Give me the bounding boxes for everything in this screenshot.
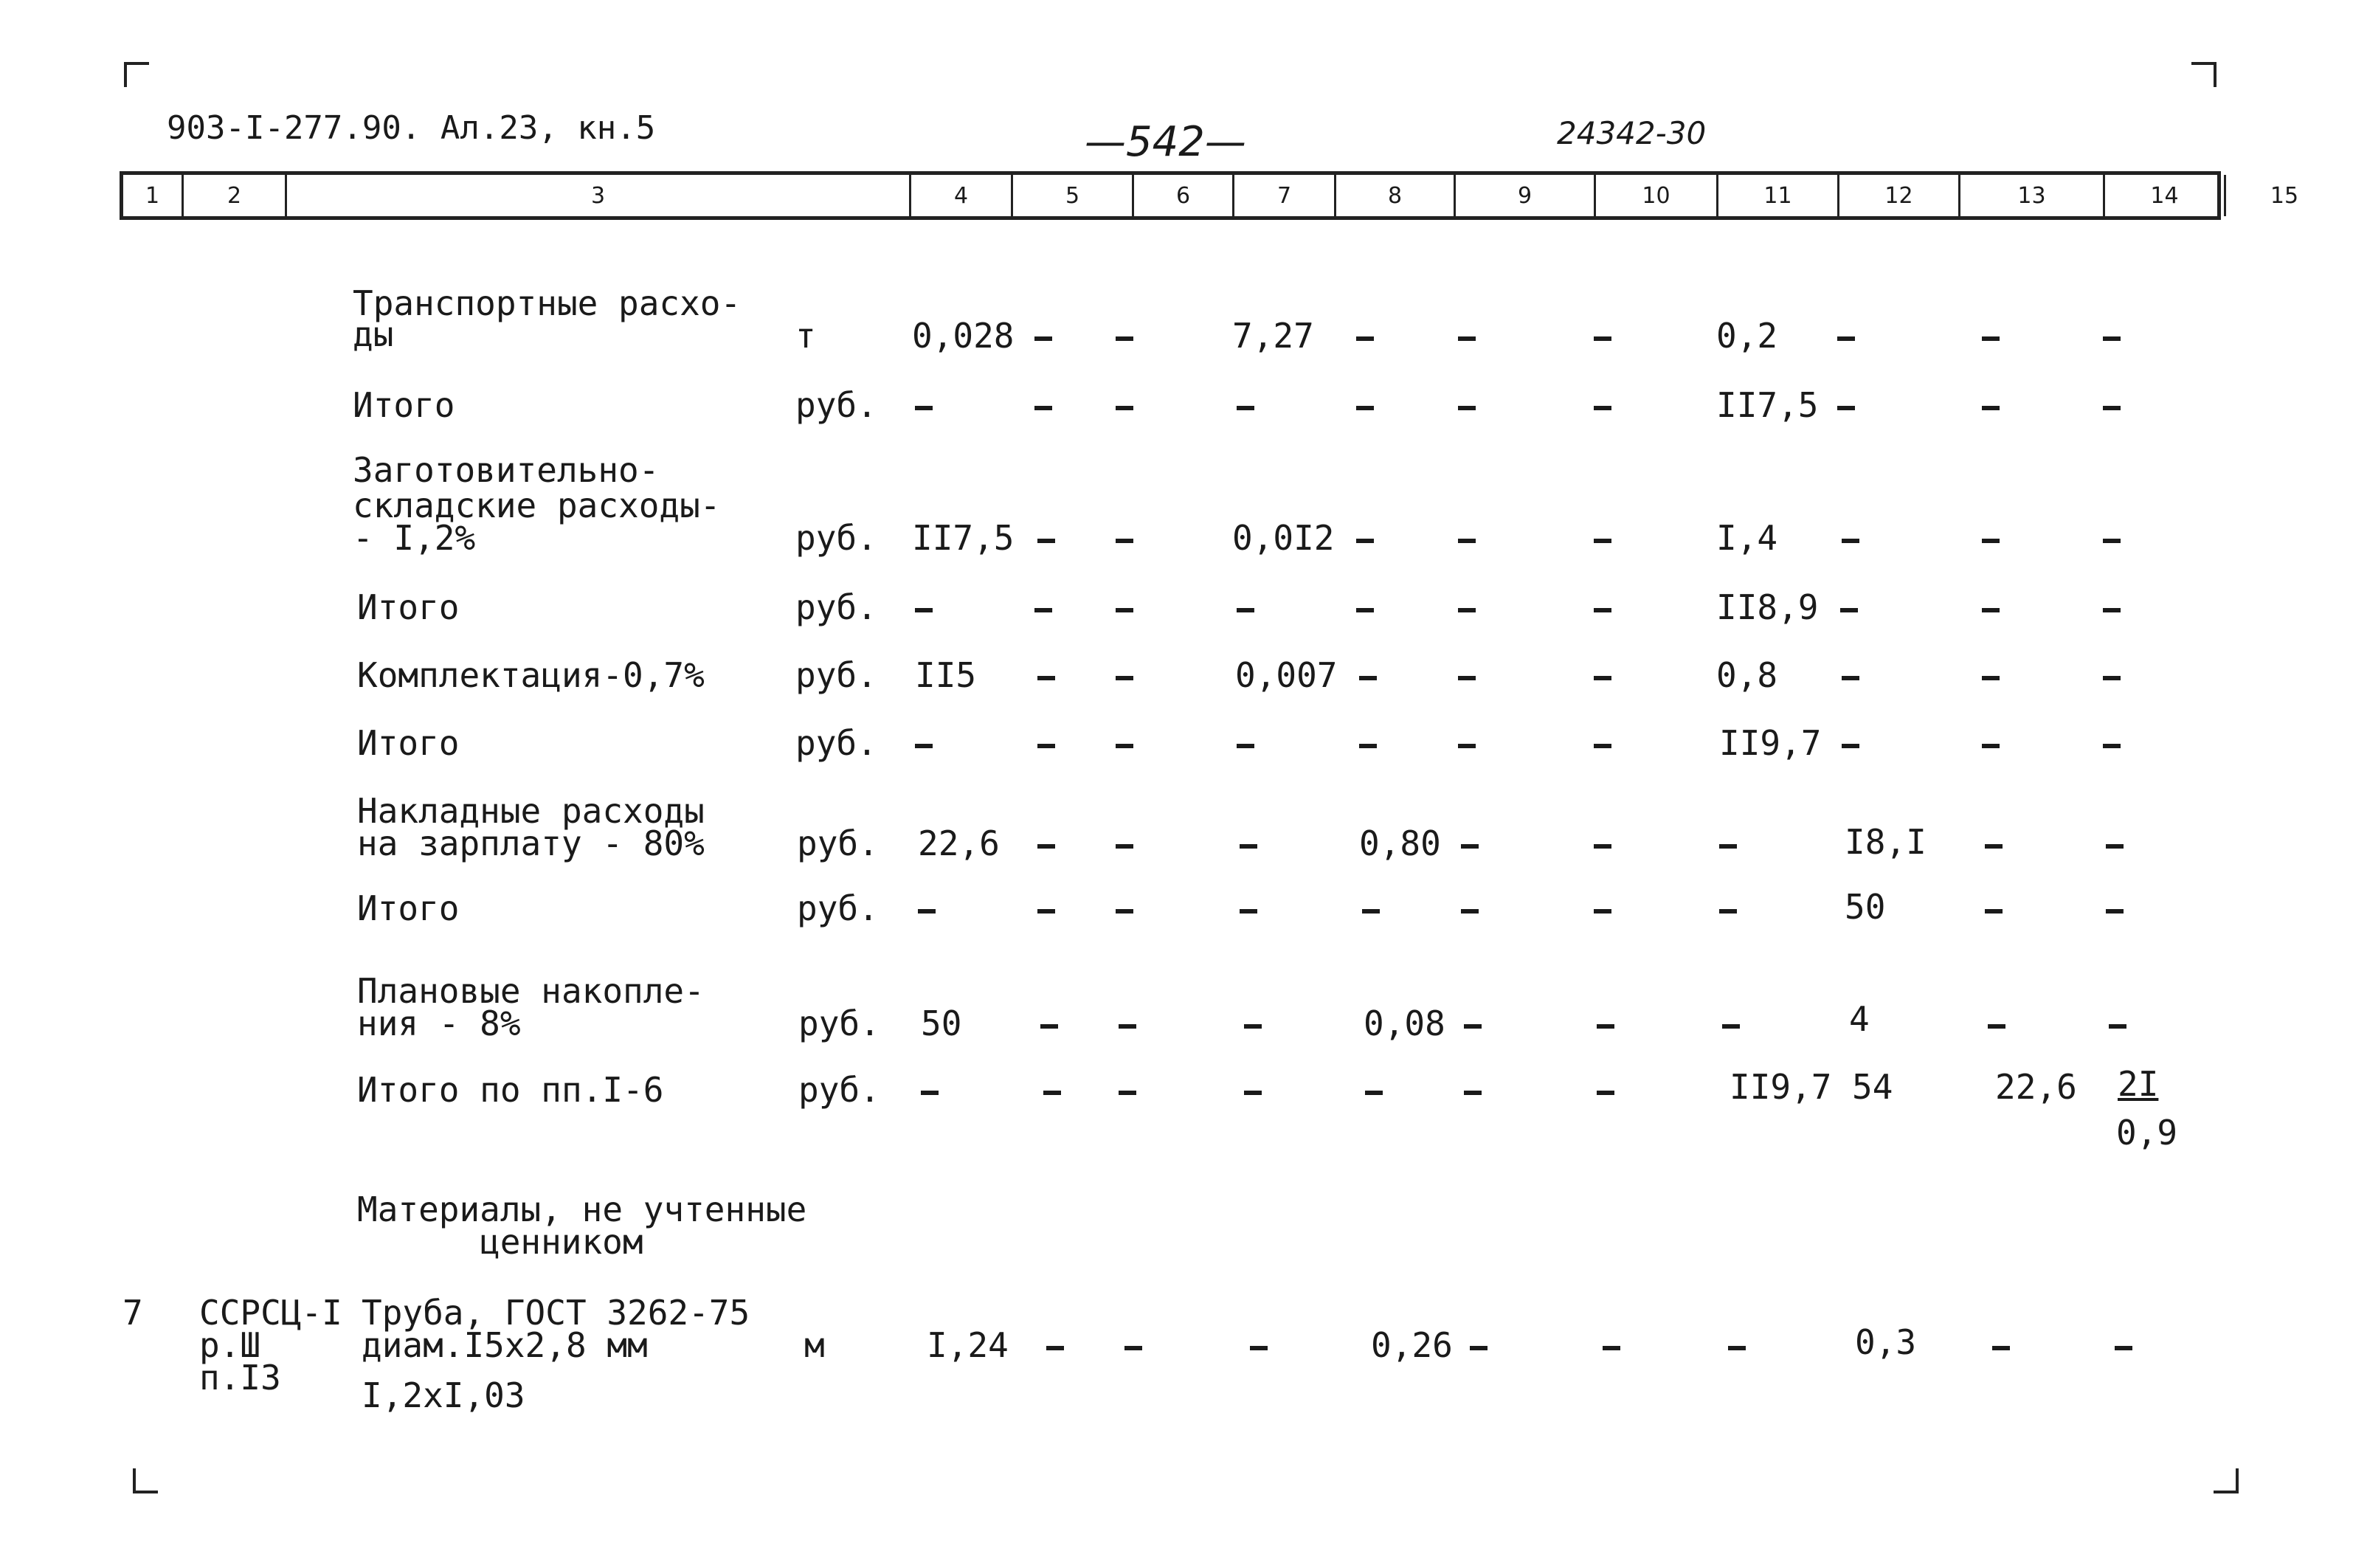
- unit-cell: руб.: [798, 1070, 880, 1110]
- unit-cell: руб.: [798, 1004, 880, 1043]
- row-label-line: ды: [353, 314, 394, 354]
- empty-dash: [1594, 406, 1611, 410]
- empty-dash: [2106, 909, 2124, 913]
- empty-dash: [1597, 1024, 1614, 1029]
- row-label-line: Итого: [357, 587, 460, 627]
- empty-dash: [1837, 406, 1855, 410]
- row-label-line: ния - 8%: [357, 1004, 521, 1043]
- price-code-line: п.I3: [199, 1358, 281, 1398]
- column-number: 10: [1596, 175, 1718, 216]
- value-col13: 4: [1849, 999, 1870, 1039]
- empty-dash: [1116, 539, 1133, 543]
- empty-dash: [1842, 539, 1859, 543]
- empty-dash: [1458, 406, 1476, 410]
- column-number: 13: [1960, 175, 2105, 216]
- empty-dash: [1594, 539, 1611, 543]
- empty-dash: [1043, 1091, 1061, 1095]
- value-col8: 7,27: [1232, 316, 1314, 356]
- column-number: 14: [2105, 175, 2226, 216]
- empty-dash: [2115, 1346, 2132, 1350]
- empty-dash: [1594, 676, 1611, 680]
- unit-cell: руб.: [797, 823, 879, 863]
- unit-cell: руб.: [795, 518, 877, 558]
- empty-dash: [1119, 1091, 1136, 1095]
- empty-dash: [1842, 744, 1859, 748]
- empty-dash: [1037, 844, 1055, 849]
- unit-cell: руб.: [795, 385, 877, 425]
- unit-cell: руб.: [795, 587, 877, 627]
- empty-dash: [1982, 406, 2000, 410]
- row-label-line: Итого по пп.I-6: [357, 1070, 664, 1110]
- empty-dash: [1356, 406, 1374, 410]
- row-label-line: диам.I5х2,8 мм: [362, 1325, 648, 1365]
- row-label-line: Плановые накопле-: [357, 971, 705, 1011]
- empty-dash: [1116, 909, 1133, 913]
- value-col13: I8,I: [1845, 822, 1927, 862]
- empty-dash: [1597, 1091, 1614, 1095]
- empty-dash: [2103, 676, 2121, 680]
- empty-dash: [2103, 336, 2121, 341]
- value-col5: 22,6: [918, 823, 1000, 863]
- empty-dash: [1037, 909, 1055, 913]
- row-label-line: на зарплату - 80%: [357, 823, 705, 863]
- column-number: 8: [1336, 175, 1456, 216]
- empty-dash: [1594, 909, 1611, 913]
- empty-dash: [1034, 336, 1052, 341]
- empty-dash: [1458, 744, 1476, 748]
- empty-dash: [1240, 844, 1257, 849]
- column-number: 15: [2270, 182, 2299, 209]
- empty-dash: [1116, 336, 1133, 341]
- empty-dash: [1240, 909, 1257, 913]
- empty-dash: [1356, 336, 1374, 341]
- column-number: 11: [1718, 175, 1839, 216]
- value-col12: I,4: [1716, 518, 1778, 558]
- value-col5: 0,028: [912, 316, 1015, 356]
- value-col13: 54: [1852, 1067, 1893, 1107]
- column-number: 2: [184, 175, 287, 216]
- value-col15-top: 2I: [2118, 1064, 2159, 1104]
- row-label-line: Транспортные расхо-: [353, 283, 742, 323]
- value-col8: 0,007: [1235, 655, 1338, 695]
- empty-dash: [1037, 539, 1055, 543]
- value-col5: II7,5: [912, 518, 1015, 558]
- column-number: 4: [911, 175, 1013, 216]
- empty-dash: [1359, 676, 1377, 680]
- empty-dash: [1470, 1346, 1488, 1350]
- empty-dash: [1719, 844, 1737, 849]
- empty-dash: [1464, 1024, 1482, 1029]
- value-col13: 50: [1845, 887, 1886, 927]
- empty-dash: [1840, 608, 1858, 612]
- empty-dash: [915, 406, 933, 410]
- empty-dash: [2103, 539, 2121, 543]
- unit-cell: м: [804, 1325, 825, 1365]
- value-col9: 0,26: [1371, 1325, 1453, 1365]
- empty-dash: [1458, 676, 1476, 680]
- empty-dash: [1116, 744, 1133, 748]
- empty-dash: [1116, 406, 1133, 410]
- empty-dash: [1464, 1091, 1482, 1095]
- column-number: 5: [1013, 175, 1134, 216]
- empty-dash: [1237, 406, 1254, 410]
- value-col15-bottom: 0,9: [2116, 1113, 2178, 1153]
- empty-dash: [1728, 1346, 1746, 1350]
- empty-dash: [1461, 909, 1479, 913]
- empty-dash: [1988, 1024, 2005, 1029]
- empty-dash: [1116, 608, 1133, 612]
- row-label-line: Итого: [357, 723, 460, 763]
- value-col5: II5: [915, 655, 977, 695]
- empty-dash: [1362, 909, 1380, 913]
- empty-dash: [1982, 539, 2000, 543]
- column-number-header: [120, 171, 2299, 220]
- value-col13: 0,3: [1855, 1322, 1917, 1362]
- empty-dash: [2106, 844, 2124, 849]
- value-col14: 22,6: [1995, 1067, 2077, 1107]
- empty-dash: [2103, 406, 2121, 410]
- page-number: —542—: [1085, 118, 1246, 166]
- value-col12: II9,7: [1730, 1067, 1832, 1107]
- column-number: 3: [287, 175, 911, 216]
- value-col12: II9,7: [1719, 723, 1822, 763]
- empty-dash: [1461, 844, 1479, 849]
- unit-cell: руб.: [795, 655, 877, 695]
- empty-dash: [1985, 844, 2003, 849]
- empty-dash: [1237, 744, 1254, 748]
- corner-mark-bottom-left: [133, 1468, 158, 1493]
- empty-dash: [1982, 336, 2000, 341]
- row-label-line: Итого: [353, 385, 455, 425]
- row-label-line: - I,2%: [353, 518, 476, 558]
- column-number: 6: [1134, 175, 1234, 216]
- empty-dash: [1124, 1346, 1142, 1350]
- column-number: 12: [1839, 175, 1960, 216]
- row-label-line: Труба, ГОСТ 3262-75: [362, 1293, 750, 1333]
- value-col9: 0,80: [1359, 823, 1441, 863]
- row-label-line: Заготовительно-: [353, 450, 660, 490]
- empty-dash: [915, 608, 933, 612]
- empty-dash: [918, 909, 936, 913]
- empty-dash: [1365, 1091, 1383, 1095]
- empty-dash: [1458, 608, 1476, 612]
- value-col5: 50: [921, 1004, 962, 1043]
- empty-dash: [1250, 1346, 1268, 1350]
- row-label-line: Итого: [357, 888, 460, 928]
- empty-dash: [1116, 676, 1133, 680]
- empty-dash: [1594, 608, 1611, 612]
- empty-dash: [1037, 744, 1055, 748]
- empty-dash: [1594, 336, 1611, 341]
- row-label-line: Комплектация-0,7%: [357, 655, 705, 695]
- value-col5: I,24: [927, 1325, 1009, 1365]
- empty-dash: [1594, 844, 1611, 849]
- row-label-line: Материалы, не учтенные: [357, 1189, 807, 1229]
- empty-dash: [1842, 676, 1859, 680]
- empty-dash: [1992, 1346, 2010, 1350]
- empty-dash: [2103, 744, 2121, 748]
- value-col12: 0,2: [1716, 316, 1778, 356]
- price-code-line: ССРСЦ-I: [199, 1293, 342, 1333]
- empty-dash: [1722, 1024, 1740, 1029]
- empty-dash: [1046, 1346, 1064, 1350]
- item-number: 7: [122, 1293, 143, 1333]
- price-code-line: р.Ш: [199, 1325, 261, 1365]
- column-number: 1: [123, 175, 184, 216]
- empty-dash: [915, 744, 933, 748]
- empty-dash: [921, 1091, 939, 1095]
- empty-dash: [1458, 539, 1476, 543]
- empty-dash: [1603, 1346, 1620, 1350]
- empty-dash: [1037, 676, 1055, 680]
- unit-cell: руб.: [797, 888, 879, 928]
- value-col12: II8,9: [1716, 587, 1819, 627]
- value-col9: 0,08: [1364, 1004, 1445, 1043]
- row-label-line: ценником: [480, 1222, 643, 1262]
- empty-dash: [1116, 844, 1133, 849]
- empty-dash: [2109, 1024, 2126, 1029]
- empty-dash: [2103, 608, 2121, 612]
- empty-dash: [1244, 1024, 1262, 1029]
- empty-dash: [1837, 336, 1855, 341]
- column-number: 7: [1234, 175, 1336, 216]
- row-label-line: Накладные расходы: [357, 791, 705, 831]
- empty-dash: [1034, 406, 1052, 410]
- empty-dash: [1244, 1091, 1262, 1095]
- row-label-line: I,2хI,03: [362, 1375, 525, 1415]
- empty-dash: [1356, 608, 1374, 612]
- empty-dash: [1982, 608, 2000, 612]
- empty-dash: [1458, 336, 1476, 341]
- reference-number: 24342-30: [1557, 115, 1707, 151]
- column-number: 9: [1456, 175, 1596, 216]
- corner-mark-bottom-right: [2214, 1468, 2239, 1493]
- value-col12: 0,8: [1716, 655, 1778, 695]
- corner-mark-top-left: [124, 62, 149, 87]
- empty-dash: [1982, 744, 2000, 748]
- value-col8: 0,0I2: [1232, 518, 1335, 558]
- row-label-line: складские расходы-: [353, 486, 721, 525]
- unit-cell: руб.: [795, 723, 877, 763]
- empty-dash: [1237, 608, 1254, 612]
- empty-dash: [1040, 1024, 1058, 1029]
- empty-dash: [1359, 744, 1377, 748]
- empty-dash: [1034, 608, 1052, 612]
- empty-dash: [1119, 1024, 1136, 1029]
- empty-dash: [1985, 909, 2003, 913]
- corner-mark-top-right: [2191, 62, 2216, 87]
- unit-cell: т: [795, 316, 816, 356]
- empty-dash: [1982, 676, 2000, 680]
- value-col12: II7,5: [1716, 385, 1819, 425]
- document-code: 903-I-277.90. Ал.23, кн.5: [167, 109, 656, 147]
- empty-dash: [1719, 909, 1737, 913]
- empty-dash: [1594, 744, 1611, 748]
- empty-dash: [1356, 539, 1374, 543]
